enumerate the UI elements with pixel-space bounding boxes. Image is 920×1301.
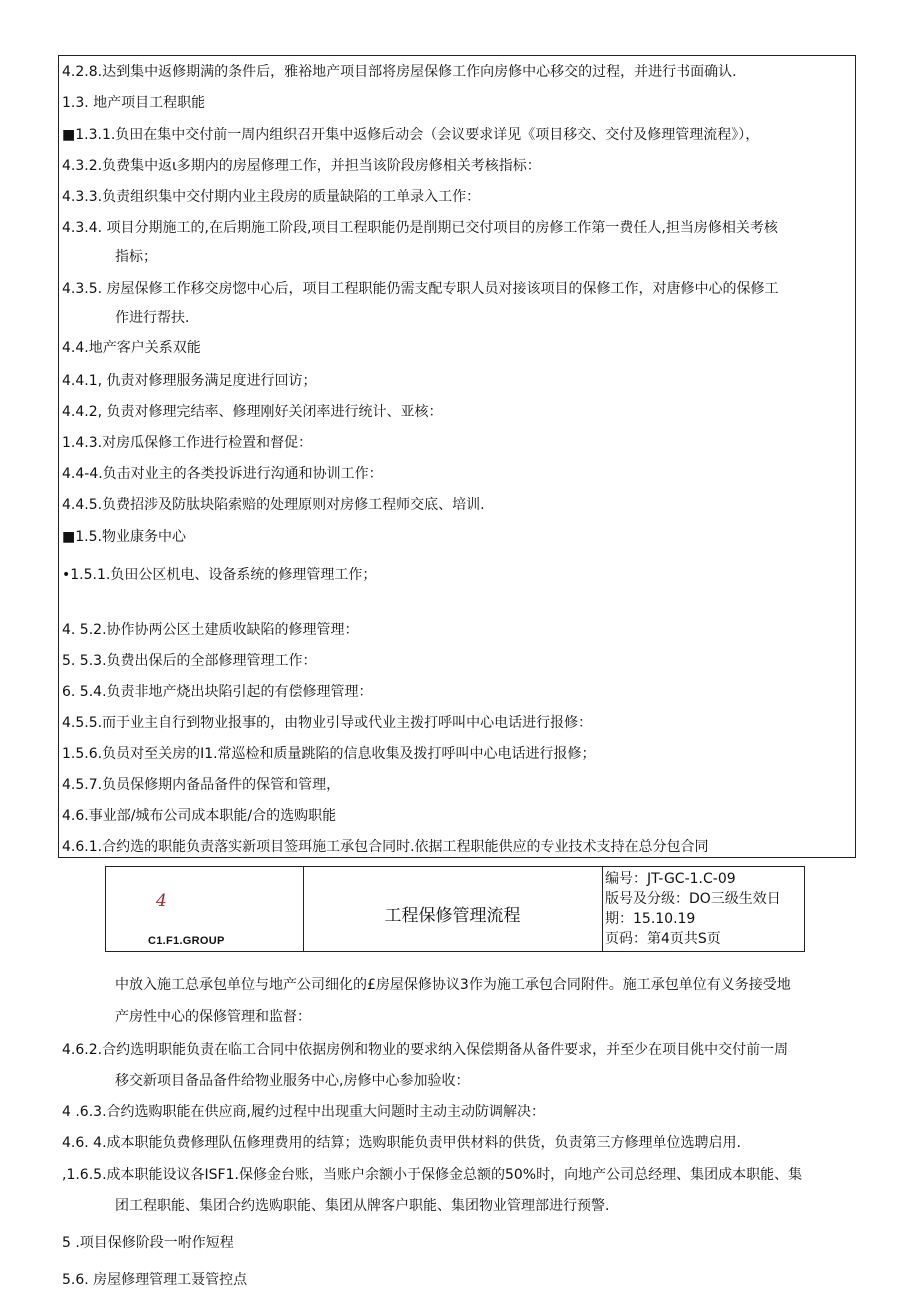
header-logo-cell xyxy=(106,867,304,951)
clause-4-6-2-cont: 移交新项目备品备件给物业服务中心,房修中心参加验收： xyxy=(115,1073,470,1089)
clause-4-6-5: ,1.6.5.成本职能设议各ISF1.保修金台账，当账户余额小于保修金总额的50%时，向地产公司总经理、集团成本职能、集 xyxy=(62,1167,803,1183)
clause-4-3-5: 4.3.5. 房屋保修工作移交房惚中心后，项目工程职能仍需支配专职人员对接该项目的保修工作，对唐修中心的保修工 xyxy=(62,281,779,297)
clause-4-3-4: 4.3.4. 项目分期施工的,在后期施工阶段,项目工程职能仍是削期已交付项目的房修工作第一费任人,担当房修相关考核 xyxy=(62,220,778,236)
section-heading-5-6: 5.6. 房屋修理管理工聂管控点 xyxy=(62,1272,248,1288)
clause-4-5-3: 5. 5.3.负费出保后的全部修理管理工作： xyxy=(62,653,317,669)
company-logo-text: C1.F1.GROUP xyxy=(148,935,225,947)
content-frame xyxy=(58,55,856,858)
clause-4-5-5: 4.5.5.而于业主自行到物业报事的，由物业引导或代业主拨打呼叫中心电话进行报修： xyxy=(62,715,593,731)
clause-4-5-7: 4.5.7.负员保修期内备品备件的保管和管理， xyxy=(62,777,341,793)
document-page-number: 页码：第4页共S页 xyxy=(605,931,721,947)
clause-4-3-1: ■1.3.1.负田在集中交付前一周内组织召开集中返修后动会（会议要求详见《项目移交、交付及修理管理流程》）， xyxy=(62,127,760,143)
document-title: 工程保修管理流程 xyxy=(384,906,521,926)
section-heading-5: 5 .项目保修阶段一咐作短程 xyxy=(62,1235,234,1251)
clause-4-6-2: 4.6.2.合约选明职能负责在临工合同中依据房例和物业的要求纳入保偿期备从备件要求，并至少在项目佻中交付前一周 xyxy=(62,1042,789,1058)
section-heading-1-3: 1.3. 地产项目工程职能 xyxy=(62,95,206,111)
section-heading-4-5: ■1.5.物业康务中心 xyxy=(62,529,186,545)
section-heading-4-4: 4.4.地产客户关系双能 xyxy=(62,340,201,356)
clause-4-5-2: 4. 5.2.协作协两公区土建质收缺陷的修理管理： xyxy=(62,622,359,638)
clause-4-4-3: 1.4.3.对房瓜保修工作进行检置和督促： xyxy=(62,435,313,451)
clause-4-6-4: 4.6. 4.成本职能负费修理队伍修理费用的结算；选购职能负责甲供材料的供货，负责第三方修理单位选聘启用. xyxy=(62,1135,741,1151)
clause-4-4-1: 4.4.1, 仇责对修理服务满足度进行回访； xyxy=(62,373,317,389)
section-heading-4-6: 4.6.事业部/城布公司成本职能/合的选购职能 xyxy=(62,808,337,824)
clause-4-6-1-cont-2: 产房性中心的保修管理和监督： xyxy=(115,1009,311,1025)
clause-4-6-5-cont: 团工程职能、集团合约选购职能、集团从牌客户职能、集团物业管理部进行预警. xyxy=(115,1198,610,1214)
clause-4-5-6: 1.5.6.负员对至关房的I1.常巡检和质量跳陷的信息收集及拨打呼叫中心电话进行报修； xyxy=(62,746,596,762)
document-version: 版号及分级：DO三级生效日 xyxy=(605,891,781,907)
clause-4-5-4: 6. 5.4.负责非地产烧出块陷引起的有偿修理管理： xyxy=(62,684,373,700)
clause-4-6-1: 4.6.1.合约选的职能负责落实新项目签珥施工承包合同时.依据工程职能供应的专业技术支持在总分包合同 xyxy=(62,839,709,855)
clause-4-4-2: 4.4.2, 负责对修理完结率、修理刚好关闭率进行统计、亚核： xyxy=(62,404,443,420)
clause-4-3-4-cont: 指标； xyxy=(115,249,157,265)
clause-4-6-1-cont: 中放入施工总承包单位与地产公司细化的£房屋保修协议3作为施工承包合同附件。施工承包单位有义务接受地 xyxy=(115,977,791,993)
document-effective-date: 期：15.10.19 xyxy=(605,911,696,927)
clause-4-4-4: 4.4-4.负击对业主的各类投诉进行沟通和协训工作： xyxy=(62,466,383,482)
company-logo-mark: 4 xyxy=(156,891,167,911)
header-meta-cell xyxy=(603,867,805,951)
clause-4-3-5-cont: 作进行帮扶. xyxy=(115,310,190,326)
document-code: 编号：JT-GC-1.C-09 xyxy=(605,871,736,887)
header-title-cell xyxy=(303,867,603,951)
clause-4-4-5: 4.4.5.负费招涉及防肽块陷索赔的处理原则对房修工程师交底、培训. xyxy=(62,497,485,513)
clause-4-2-8: 4.2.8.达到集中返修期满的条件后，雅裕地产项目部将房屋保修工作向房修中心移交的过程，并进行书面确认. xyxy=(62,64,737,80)
clause-4-5-1: •1.5.1.负田公区机电、设备系统的修理管理工作； xyxy=(62,567,377,583)
clause-4-3-3: 4.3.3.负责组织集中交付期内业主段房的质量缺陷的工单录入工作： xyxy=(62,189,481,205)
clause-4-6-3: 4 .6.3.合约选购职能在供应商,履约过程中出现重大问题时主动主动防调解决： xyxy=(62,1104,545,1120)
clause-4-3-2: 4.3.2.负费集中返ι多期内的房屋修理工作，并担当该阶段房修相关考核指标： xyxy=(62,158,541,174)
document-header-table xyxy=(105,866,805,952)
